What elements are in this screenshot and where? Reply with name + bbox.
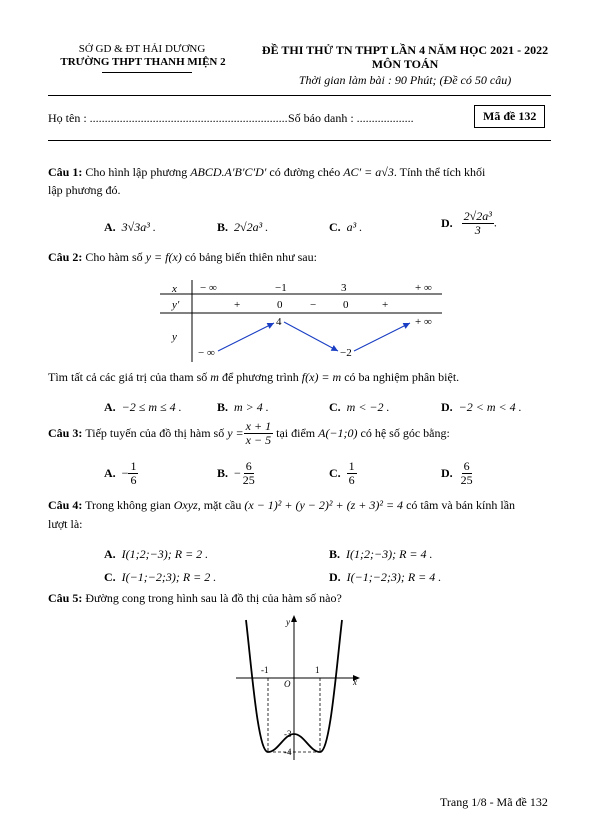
- q4-option-c[interactable]: C. I(−1;−2;3); R = 2 .: [104, 570, 217, 584]
- q2-option-d[interactable]: D. −2 < m < 4 .: [441, 400, 522, 414]
- table-x-label: x: [172, 283, 177, 295]
- table-y-val: 4: [276, 316, 282, 328]
- q2-option-c[interactable]: C. m < −2 .: [329, 400, 390, 414]
- header-underline: [102, 72, 192, 73]
- q4-option-a[interactable]: A. I(1;2;−3); R = 2 .: [104, 547, 209, 561]
- question-4-line2: lượt là:: [48, 517, 83, 531]
- top-divider: [48, 95, 551, 96]
- tick-m3: -3: [284, 729, 292, 739]
- exam-title: ĐỀ THI THỬ TN THPT LẦN 4 NĂM HỌC 2021 - 2022: [261, 43, 549, 57]
- q1-diagonal: AC′ = a√3: [343, 165, 394, 179]
- q3-option-c[interactable]: C. $\frac{1}{6}$: [329, 459, 355, 487]
- exam-code-box: Mã đề 132: [474, 105, 545, 128]
- q1-text-b: có đường chéo: [269, 165, 341, 179]
- table-yp-label: y′: [172, 299, 180, 311]
- table-y-val: − ∞: [198, 347, 215, 359]
- question-3: Câu 3: Tiếp tuyến của đồ thị hàm số y = $\frac{x + 1}{x - 5}$ tại điểm A(−1;0) có hệ số góc bằng:: [48, 419, 450, 447]
- table-y-val: + ∞: [415, 316, 432, 328]
- table-arrow-up: [218, 323, 274, 351]
- y-axis-label: y: [286, 617, 290, 627]
- table-x-val: −1: [275, 282, 287, 294]
- tick-m4: -4: [284, 747, 292, 757]
- q2-func: y = f(x): [145, 250, 182, 264]
- q1-option-a[interactable]: A. 3√3a³ .: [104, 220, 156, 234]
- question-5-label: Câu 5:: [48, 591, 83, 605]
- q1-option-b[interactable]: B. 2√2a³ .: [217, 220, 269, 234]
- table-y-label: y: [172, 331, 177, 343]
- student-id-field: Số báo danh : ...................: [288, 111, 414, 125]
- q2-option-b[interactable]: B. m > 4 .: [217, 400, 269, 414]
- tick-1: 1: [315, 665, 320, 675]
- q2-text-b: có bảng biến thiên như sau:: [184, 250, 317, 264]
- x-axis-label: x: [353, 677, 357, 687]
- tick-neg1: -1: [261, 665, 269, 675]
- variation-table: [160, 278, 445, 363]
- q2-text-a: Cho hàm số: [85, 250, 143, 264]
- table-yp-val: +: [382, 299, 389, 311]
- q3-option-d[interactable]: D. $\frac{6}{25}$: [441, 459, 473, 487]
- table-yp-val: 0: [277, 299, 283, 311]
- q1-text-a: Cho hình lập phương: [85, 165, 188, 179]
- q4-option-d[interactable]: D. I(−1;−2;3); R = 4 .: [329, 570, 442, 584]
- q1-option-c[interactable]: C. a³ .: [329, 220, 363, 234]
- question-5: Câu 5: Đường cong trong hình sau là đồ thị của hàm số nào?: [48, 591, 342, 605]
- dept-name: SỞ GD & ĐT HẢI DƯƠNG: [78, 43, 206, 55]
- question-4-label: Câu 4:: [48, 498, 83, 512]
- origin-label: O: [284, 679, 291, 689]
- question-2-line2: Tìm tất cả các giá trị của tham số m để phương trình f(x) = m có ba nghiệm phân biệt.: [48, 370, 460, 384]
- table-x-val: + ∞: [415, 282, 432, 294]
- question-1-line2: lập phương đó.: [48, 183, 121, 197]
- q3-option-b[interactable]: B. − $\frac{6}{25}$: [217, 459, 255, 487]
- student-name-field: Họ tên : ..................................................................: [48, 111, 288, 125]
- question-1: [48, 165, 485, 180]
- table-yp-val: 0: [343, 299, 349, 311]
- student-divider: [48, 140, 551, 141]
- table-yp-val: −: [310, 299, 317, 311]
- q3-option-a[interactable]: A. − $\frac{1}{6}$: [104, 459, 137, 487]
- page-footer: Trang 1/8 - Mã đề 132: [440, 795, 548, 809]
- subject-title: MÔN TOÁN: [371, 57, 439, 71]
- table-yp-val: +: [234, 299, 241, 311]
- question-4: Câu 4: Trong không gian Oxyz, mặt cầu (x − 1)² + (y − 2)² + (z + 3)² = 4 có tâm và bán kính lần: [48, 498, 516, 512]
- q5-graph: [232, 612, 362, 762]
- table-y-val: −2: [340, 347, 352, 359]
- table-x-val: 3: [341, 282, 347, 294]
- question-2-label: Câu 2:: [48, 250, 83, 264]
- exam-duration: Thời gian làm bài : 90 Phút; (Đề có 50 câu): [298, 73, 512, 87]
- table-arrow-up-2: [354, 323, 410, 351]
- q1-cube: ABCD.A′B′C′D′: [190, 165, 267, 179]
- school-name: TRƯỜNG THPT THANH MIỆN 2: [60, 56, 226, 68]
- question-3-label: Câu 3:: [48, 426, 83, 440]
- q1-option-d[interactable]: D. $\frac{\text{2√2a³}}{3}$ .: [441, 209, 497, 237]
- q1-text-c: . Tính thể tích khối: [393, 165, 486, 179]
- table-arrow-down: [284, 322, 338, 351]
- question-2: [48, 250, 317, 265]
- q4-option-b[interactable]: B. I(1;2;−3); R = 4 .: [329, 547, 433, 561]
- table-x-val: − ∞: [200, 282, 217, 294]
- question-1-label: Câu 1:: [48, 165, 83, 179]
- q2-option-a[interactable]: A. −2 ≤ m ≤ 4 .: [104, 400, 182, 414]
